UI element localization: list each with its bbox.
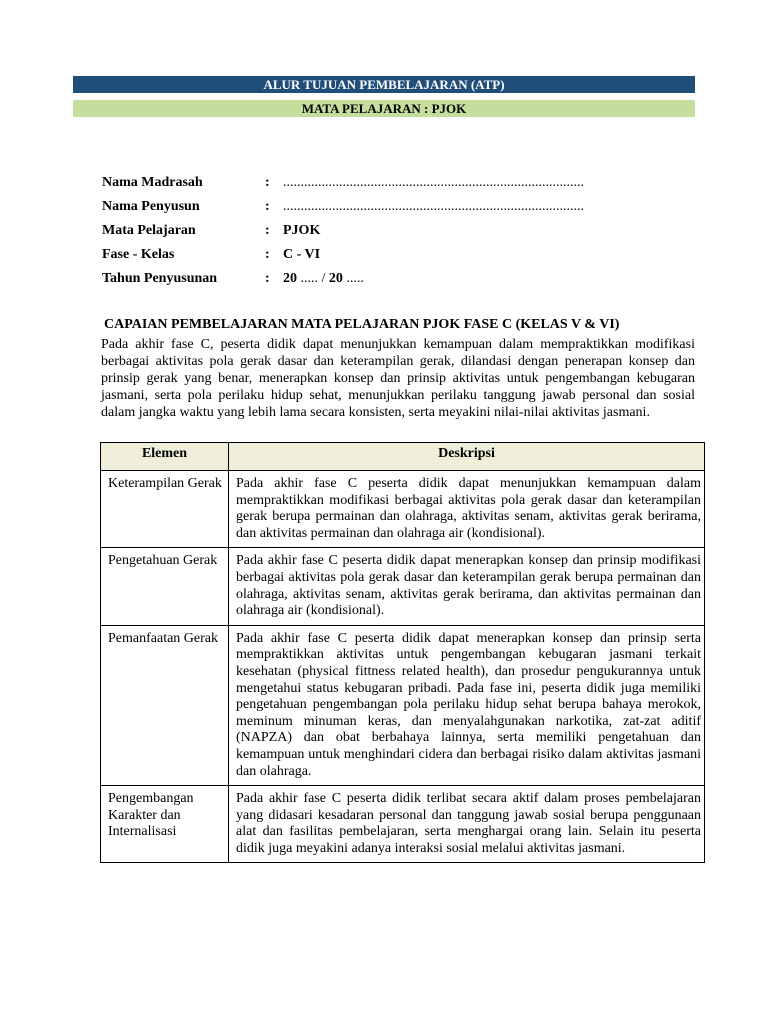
deskripsi-cell: Pada akhir fase C peserta didik dapat menerapkan konsep dan prinsip modifikasi berbagai aktivitas pola gerak dasar dan keterampilan gerak berupa permainan dan olahraga, aktivitas senam, aktivitas gerak berirama, dan aktivitas permainan dan olahraga air (kondisional). (229, 548, 705, 625)
header-deskripsi: Deskripsi (229, 443, 705, 471)
info-colon: : (265, 175, 270, 190)
info-value: ...................................................................................... (283, 175, 584, 190)
identity-info (102, 171, 584, 291)
elemen-cell: Pemanfaatan Gerak (101, 625, 229, 785)
elemen-cell: Pengembangan Karakter dan Internalisasi (101, 786, 229, 863)
info-colon: : (265, 223, 270, 238)
table-row (101, 548, 705, 625)
info-colon: : (265, 199, 270, 214)
info-row-tahun-penyusunan (102, 267, 584, 291)
info-row-penyusun (102, 195, 584, 219)
year-dots: ..... / (297, 271, 329, 286)
table-row (101, 786, 705, 863)
deskripsi-cell: Pada akhir fase C peserta didik dapat menerapkan konsep dan prinsip serta mempraktikkan aktivitas untuk pengembangan kebugaran jasmani terkait kesehatan (physical fittness related health), dan prosedur pengukurannya untuk mengetahui status kebugaran pribadi. Pada fase ini, peserta didik juga memiliki pengetahuan pengembangan pola perilaku hidup sehat berupa bahaya merokok, meminum minuman keras, dan menyalahgunakan narkotika, zat-zat aditif (NAPZA) dan obat berbahaya lainnya, serta memiliki pengetahuan dan kemampuan untuk menghindari cidera dan berbagai risiko dalam aktivitas jasmani dan olahraga. (229, 625, 705, 785)
info-row-fase-kelas (102, 243, 584, 267)
header-elemen: Elemen (101, 443, 229, 471)
info-label: Fase - Kelas (102, 247, 175, 262)
table-header-row (101, 443, 705, 471)
info-row-madrasah (102, 171, 584, 195)
elemen-table (100, 442, 705, 863)
table-row (101, 625, 705, 785)
capaian-text: Pada akhir fase C, peserta didik dapat menunjukkan kemampuan dalam mempraktikkan modifikasi berbagai aktivitas pola gerak dasar dan keterampilan gerak, dilandasi dengan penerapan konsep dan prinsip gerak yang benar, menerapkan konsep dan prinsip aktivitas untuk pengembangan kebugaran jasmani, serta pola perilaku hidup sehat, menunjukkan perilaku tanggung jawab personal dan sosial dalam jangka waktu yang lebih lama secara konsisten, serta meyakini nilai-nilai aktivitas jasmani. (101, 337, 695, 420)
year-mid: 20 (328, 271, 343, 286)
info-value: ...................................................................................... (283, 199, 584, 214)
year-prefix: 20 (283, 271, 297, 286)
info-label: Nama Penyusun (102, 199, 200, 214)
table-row (101, 471, 705, 548)
deskripsi-cell: Pada akhir fase C peserta didik dapat menunjukkan kemampuan dalam mempraktikkan modifikasi berbagai aktivitas pola gerak dasar dan keterampilan gerak berupa permainan dan olahraga, aktivitas senam, aktivitas gerak berirama, dan aktivitas permainan dan olahraga air (kondisional). (229, 471, 705, 548)
info-colon: : (265, 271, 270, 286)
info-label: Tahun Penyusunan (102, 271, 218, 286)
capaian-title: CAPAIAN PEMBELAJARAN MATA PELAJARAN PJOK FASE C (KELAS V & VI) (104, 317, 620, 332)
deskripsi-cell: Pada akhir fase C peserta didik terlibat secara aktif dalam proses pembelajaran yang didasari kesadaran personal dan tanggung jawab sosial berupa penggunaan alat dan fasilitas pembelajaran, serta menghargai orang lain. Selain itu peserta didik juga meyakini adanya interaksi sosial melalui aktivitas jasmani. (229, 786, 705, 863)
info-row-mata-pelajaran (102, 219, 584, 243)
subject-banner: MATA PELAJARAN : PJOK (73, 100, 695, 117)
info-label: Mata Pelajaran (102, 223, 196, 238)
elemen-cell: Keterampilan Gerak (101, 471, 229, 548)
document-title-banner: ALUR TUJUAN PEMBELAJARAN (ATP) (73, 76, 695, 93)
info-value: C - VI (283, 247, 321, 262)
info-value-year (283, 267, 364, 291)
info-colon: : (265, 247, 270, 262)
elemen-cell: Pengetahuan Gerak (101, 548, 229, 625)
info-value: PJOK (283, 223, 321, 238)
year-dots: ..... (342, 271, 364, 286)
info-label: Nama Madrasah (102, 175, 203, 190)
